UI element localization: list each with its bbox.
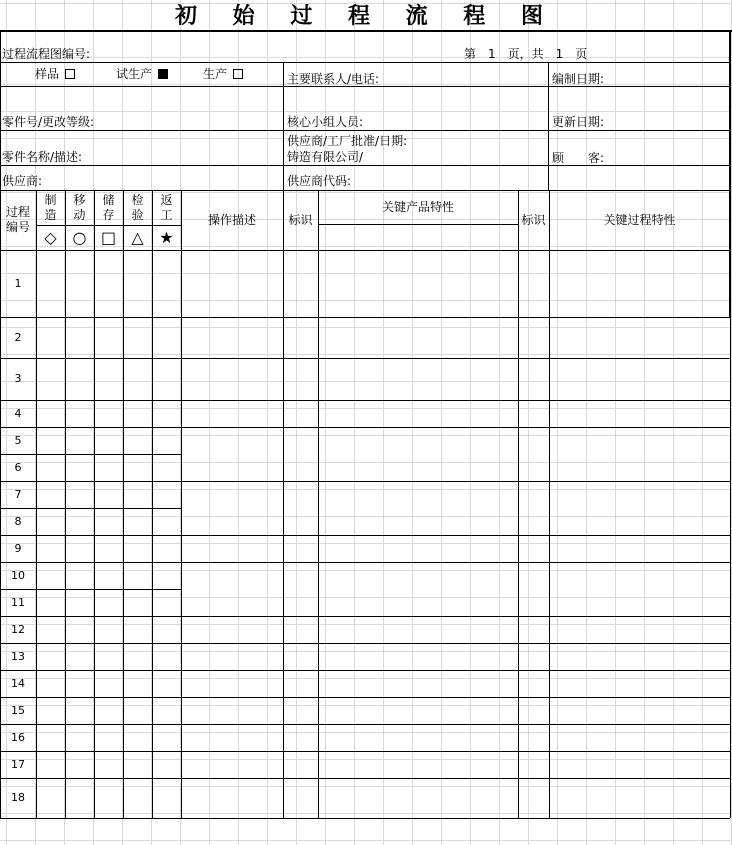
circle-icon: ○: [72, 228, 87, 247]
square-icon: □: [100, 228, 117, 247]
part-number-label: 零件号/更改等级:: [2, 115, 95, 129]
row-number: 6: [14, 461, 22, 474]
col-inspect: 检验: [131, 193, 144, 222]
row-number: 4: [14, 407, 22, 420]
production-option: [203, 67, 243, 81]
page-number: 第 1 页，共 1 页: [464, 47, 588, 61]
row-number: 15: [11, 704, 25, 717]
trial-label: 试生产: [116, 67, 153, 81]
col-mark-2: 标识: [521, 213, 546, 227]
col-store: 储存: [102, 193, 115, 222]
col-operation-desc: 操作描述: [207, 213, 256, 227]
row-number: 18: [11, 791, 25, 804]
contact-label: 主要联系人/电话:: [287, 72, 380, 86]
sample-label: 样品: [35, 67, 60, 81]
star-icon: ★: [159, 228, 174, 247]
row-number: 16: [11, 731, 25, 744]
row-number: 9: [14, 542, 22, 555]
col-rework: 返工: [160, 193, 173, 222]
triangle-icon: △: [131, 228, 144, 247]
chart-number-label: 过程流程图编号:: [2, 47, 91, 61]
sample-option: [35, 67, 75, 81]
col-process-no: 过程编号: [5, 205, 30, 234]
col-move: 移动: [73, 193, 86, 222]
customer-label: 顾 客:: [552, 151, 605, 165]
sample-checkbox[interactable]: [65, 69, 75, 79]
production-checkbox[interactable]: [233, 69, 243, 79]
col-mark-1: 标识: [288, 213, 313, 227]
supplier-approval-value: 铸造有限公司/: [287, 150, 364, 164]
row-number: 1: [14, 277, 22, 290]
supplier-label: 供应商:: [2, 174, 43, 188]
col-process-char: 关键过程特性: [603, 213, 676, 227]
row-number: 13: [11, 650, 25, 663]
supplier-approval-label: 供应商/工厂批准/日期:: [287, 134, 408, 148]
row-number: 14: [11, 677, 25, 690]
col-manufacture: 制造: [44, 193, 57, 222]
trial-checkbox[interactable]: [158, 69, 168, 79]
row-number: 3: [14, 372, 22, 385]
row-number: 12: [11, 623, 25, 636]
prepared-date-label: 编制日期:: [552, 72, 605, 86]
col-product-char: 关键产品特性: [381, 200, 454, 214]
row-number: 7: [14, 488, 22, 501]
core-team-label: 核心小组人员:: [287, 115, 364, 129]
update-date-label: 更新日期:: [552, 115, 605, 129]
row-number: 10: [11, 569, 25, 582]
page-title: 初 始 过 程 流 程 图: [175, 3, 557, 29]
row-number: 11: [11, 596, 25, 609]
row-number: 8: [14, 515, 22, 528]
row-number: 17: [11, 758, 25, 771]
diamond-icon: ◇: [44, 228, 57, 247]
trial-option: [116, 67, 168, 81]
part-name-label: 零件名称/描述:: [2, 150, 83, 164]
row-number: 2: [14, 331, 22, 344]
row-number: 5: [14, 434, 22, 447]
supplier-code-label: 供应商代码:: [287, 174, 352, 188]
production-label: 生产: [203, 67, 228, 81]
